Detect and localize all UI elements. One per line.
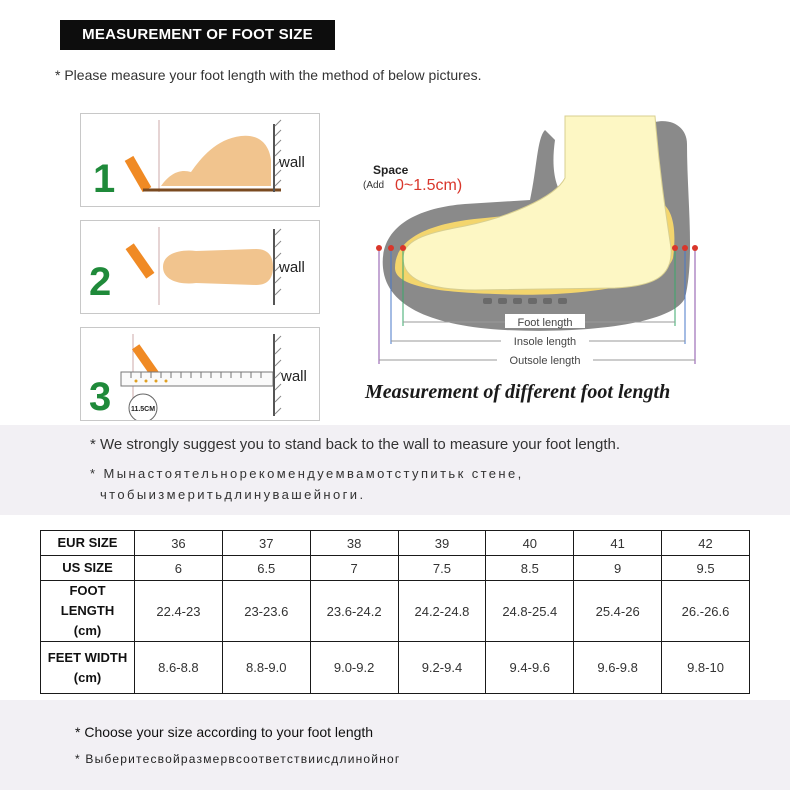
page-title: MEASUREMENT OF FOOT SIZE — [60, 20, 335, 50]
table-cell: 26.-26.6 — [662, 581, 750, 642]
size-chart-table — [40, 530, 750, 694]
table-cell: 22.4-23 — [135, 581, 223, 642]
table-cell: 9.2-9.4 — [398, 642, 486, 694]
table-cell: 38 — [310, 531, 398, 556]
table-cell: 9.6-9.8 — [574, 642, 662, 694]
table-cell: 36 — [135, 531, 223, 556]
table-cell: 41 — [574, 531, 662, 556]
step-panel-3 — [80, 327, 320, 421]
table-row — [41, 531, 750, 556]
table-cell: 6.5 — [222, 556, 310, 581]
step-panel-1 — [80, 113, 320, 207]
table-cell: 37 — [222, 531, 310, 556]
table-cell: 39 — [398, 531, 486, 556]
wall-label-3: wall — [281, 368, 307, 385]
step-number-2: 2 — [89, 260, 112, 304]
space-label: Space — [373, 163, 409, 177]
foot-length-label: Foot length — [517, 317, 573, 329]
table-cell: 9.0-9.2 — [310, 642, 398, 694]
step-number-3: 3 — [89, 375, 112, 419]
diagram-caption: Measurement of different foot length — [365, 381, 671, 403]
suggest-note-ru-2: чтобыизмеритьдлинувашейноги. — [100, 487, 366, 502]
table-cell: 9.8-10 — [662, 642, 750, 694]
table-row — [41, 581, 750, 642]
table-cell: 23-23.6 — [222, 581, 310, 642]
row-header-us: US SIZE — [41, 556, 135, 581]
outsole-length-label: Outsole length — [509, 355, 581, 367]
ruler-icon — [121, 372, 273, 386]
table-cell: 9.5 — [662, 556, 750, 581]
shoe-length-diagram — [355, 108, 735, 408]
step-number-1: 1 — [93, 157, 116, 201]
pencil-icon — [125, 156, 152, 192]
insole-length-label: Insole length — [513, 336, 577, 348]
table-cell: 25.4-26 — [574, 581, 662, 642]
table-cell: 7 — [310, 556, 398, 581]
table-cell: 8.6-8.8 — [135, 642, 223, 694]
add-label: (Add — [363, 180, 385, 191]
table-row — [41, 642, 750, 694]
choose-note-en: * Choose your size according to your foot length — [75, 724, 374, 740]
row-header-foot-length: FOOT LENGTH (cm) — [41, 581, 135, 642]
table-cell: 23.6-24.2 — [310, 581, 398, 642]
table-cell: 8.8-9.0 — [222, 642, 310, 694]
table-cell: 7.5 — [398, 556, 486, 581]
wall-hatch — [275, 120, 281, 186]
table-cell: 9.4-9.6 — [486, 642, 574, 694]
wall-label-2: wall — [279, 259, 305, 276]
row-header-eur: EUR SIZE — [41, 531, 135, 556]
step-panel-2 — [80, 220, 320, 314]
foot-icon — [403, 116, 671, 290]
ruler-reading: 11.5CM — [130, 406, 156, 413]
table-cell: 40 — [486, 531, 574, 556]
space-range: 0~1.5cm) — [395, 177, 463, 194]
suggest-note-en: * We strongly suggest you to stand back to the wall to measure your foot length. — [90, 436, 621, 453]
foot-side-icon — [161, 136, 271, 186]
pencil-icon — [126, 243, 155, 278]
table-cell: 8.5 — [486, 556, 574, 581]
suggest-note-ru-1: * Мынастоятельнорекомендуемвамотступитьк стене, — [90, 466, 524, 481]
table-cell: 24.8-25.4 — [486, 581, 574, 642]
foot-top-icon — [163, 249, 273, 285]
table-cell: 9 — [574, 556, 662, 581]
row-header-feet-width: FEET WIDTH (cm) — [41, 642, 135, 694]
table-cell: 6 — [135, 556, 223, 581]
table-row — [41, 556, 750, 581]
table-cell: 24.2-24.8 — [398, 581, 486, 642]
choose-note-ru: * Выберитесвойразмервсоответствиисдлинойног — [75, 752, 401, 766]
intro-note: * Please measure your foot length with the method of below pictures. — [55, 67, 482, 83]
table-cell: 42 — [662, 531, 750, 556]
wall-label-1: wall — [279, 154, 305, 171]
